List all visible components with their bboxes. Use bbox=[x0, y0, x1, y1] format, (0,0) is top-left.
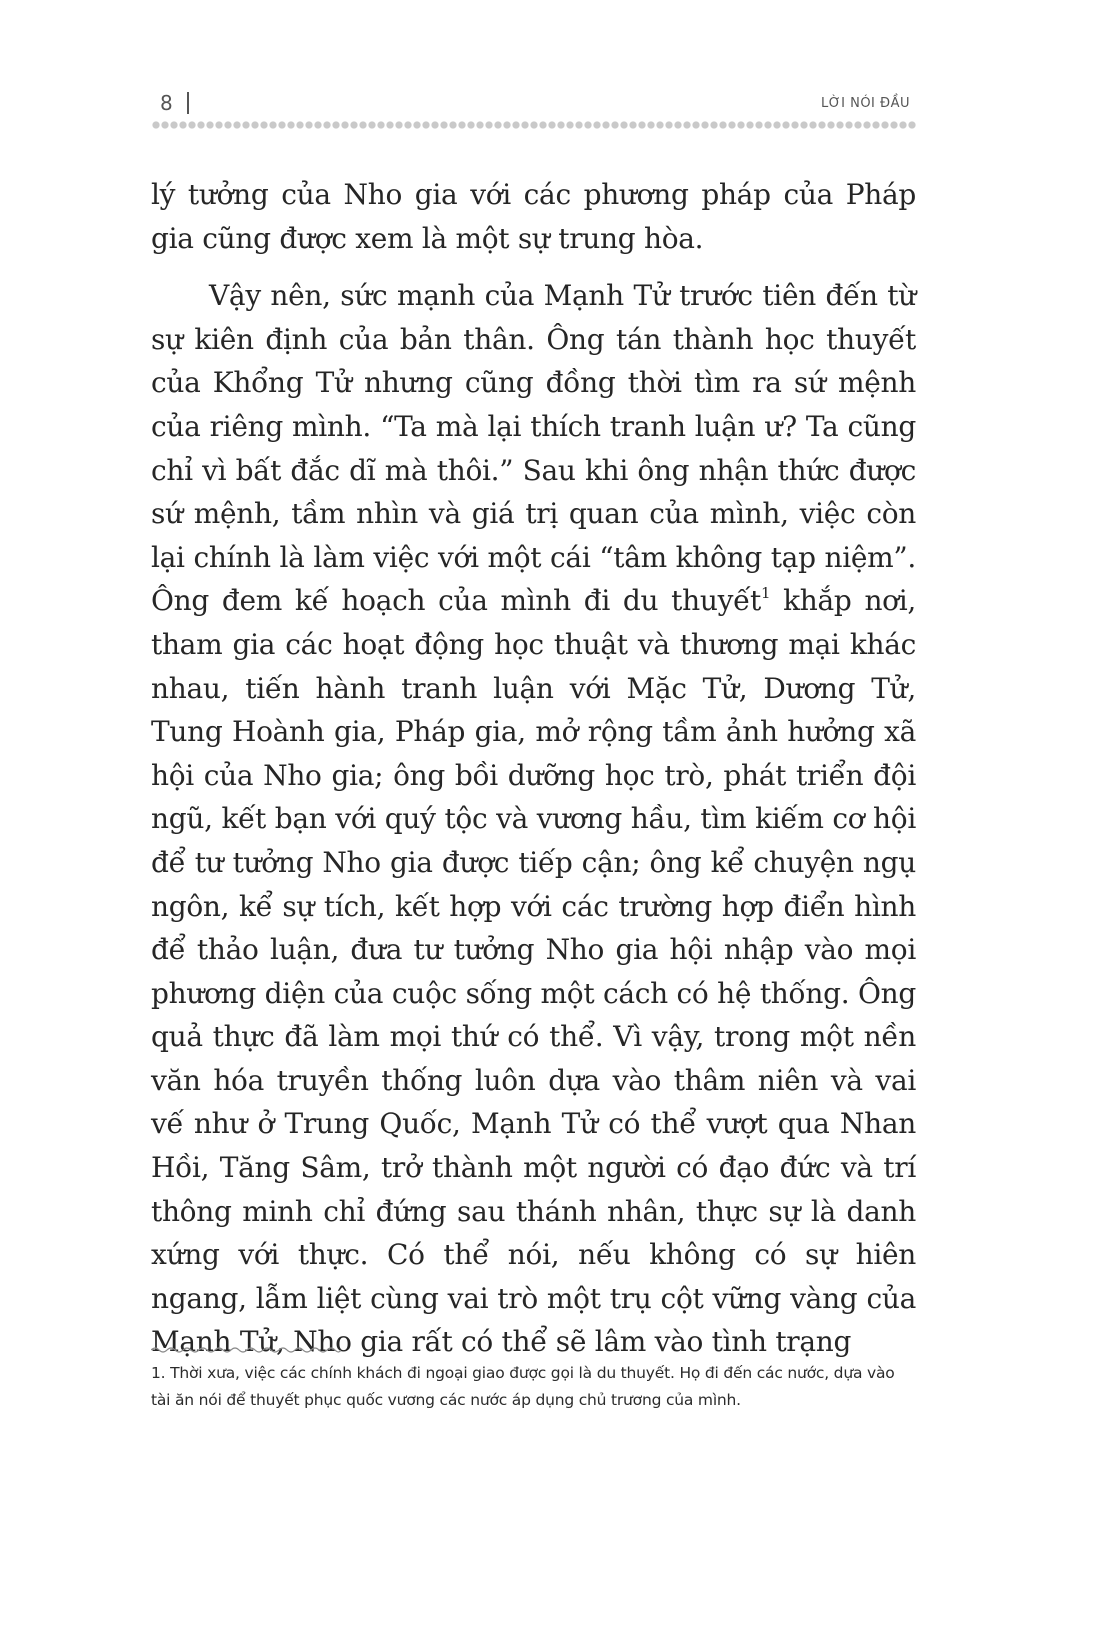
footnote-reference[interactable]: 1 bbox=[761, 584, 771, 603]
paragraph bbox=[151, 274, 916, 1364]
paragraph-text: khắp nơi, tham gia các hoạt động học thuật và thương mại khác nhau, tiến hành tranh luận với Mặc Tử, Dương Tử, Tung Hoành gia, Pháp gia, mở rộng tầm ảnh hưởng xã hội của Nho gia; ông bồi dưỡng học trò, phát triển đội ngũ, kết bạn với quý tộc và vương hầu, tìm kiếm cơ hội để tư tưởng Nho gia được tiếp cận; ông kể chuyện ngụ ngôn, kể sự tích, kết hợp với các trường hợp điển hình để thảo luận, đưa tư tưởng Nho gia hội nhập vào mọi phương diện của cuộc sống một cách có hệ thống. Ông quả thực đã làm mọi thứ có thể. Vì vậy, trong một nền văn hóa truyền thống luôn dựa vào thâm niên và vai vế như ở Trung Quốc, Mạnh Tử có thể vượt qua Nhan Hồi, Tăng Sâm, trở thành một người có đạo đức và trí thông minh chỉ đứng sau thánh nhân, thực sự là danh xứng với thực. Có thể nói, nếu không có sự hiên ngang, lẫm liệt cùng vai trò một trụ cột vững vàng của Mạnh Tử, Nho gia rất có thể sẽ lâm vào tình trạng bbox=[151, 584, 916, 1359]
running-head: LỜI NÓI ĐẦU bbox=[821, 96, 910, 111]
footnote: 1. Thời xưa, việc các chính khách đi ngoại giao được gọi là du thuyết. Họ đi đến các nước, dựa vào tài ăn nói để thuyết phục quốc vương các nước áp dụng chủ trương của mình. bbox=[151, 1364, 895, 1409]
header-dotted-rule bbox=[151, 120, 916, 130]
paragraph: lý tưởng của Nho gia với các phương pháp của Pháp gia cũng được xem là một sự trung hòa. bbox=[151, 178, 916, 255]
page-number: 8 bbox=[160, 91, 173, 115]
footnote-divider bbox=[151, 1346, 341, 1354]
paragraph-text: Vậy nên, sức mạnh của Mạnh Tử trước tiên đến từ sự kiên định của bản thân. Ông tán thành học thuyết của Khổng Tử nhưng cũng đồng thời tìm ra sứ mệnh của riêng mình. “Ta mà lại thích tranh luận ư? Ta cũng chỉ vì bất đắc dĩ mà thôi.” Sau khi ông nhận thức được sứ mệnh, tầm nhìn và giá trị quan của mình, việc còn lại chính là làm việc với một cái “tâm không tạp niệm”. Ông đem kế hoạch của mình đi du thuyết bbox=[151, 279, 916, 618]
header-divider bbox=[187, 92, 189, 114]
page-header bbox=[151, 90, 916, 120]
body-text bbox=[151, 173, 916, 1364]
